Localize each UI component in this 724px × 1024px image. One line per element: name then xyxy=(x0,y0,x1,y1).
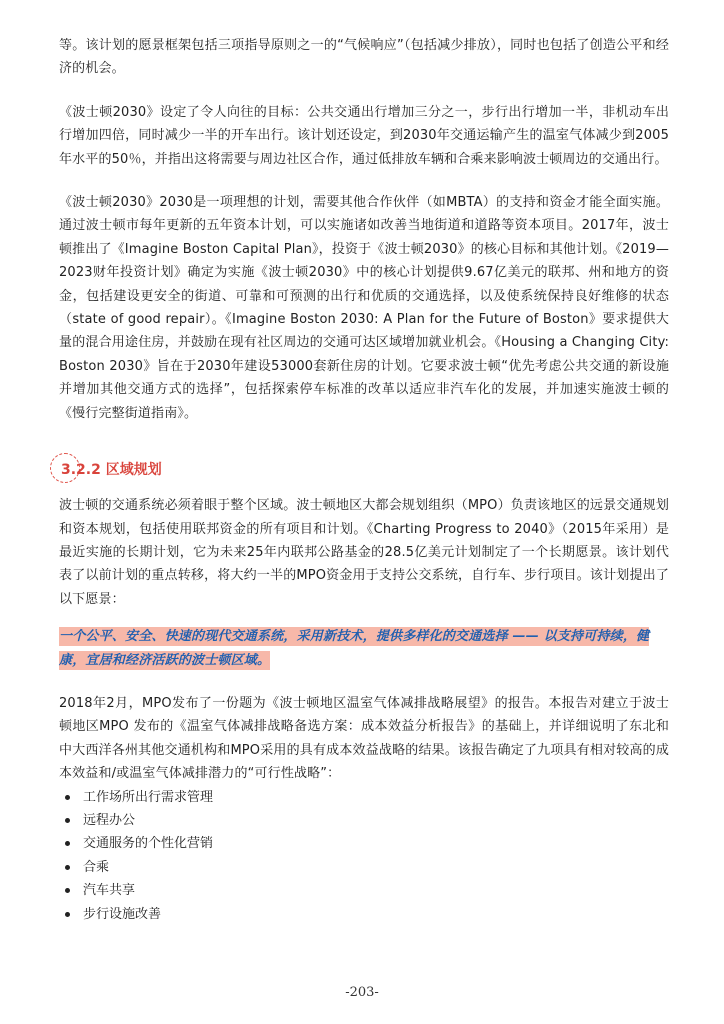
paragraph-5: 2018年2月，MPO发布了一份题为《波士顿地区温室气体减排战略展望》的报告。本报告对建立于波士顿地区MPO 发布的《温室气体减排战略备选方案：成本效益分析报告》的基础上，并详细说明了东北和中大西洋各州其他交通机构和MPO采用的具有成本效益战略的结果。该报告确定了九项具有相对较高的成本效益和/或温室气体减排潜力的“可行性战略”： xyxy=(59,695,669,782)
page-body xyxy=(59,34,669,926)
strategy-list xyxy=(59,786,669,926)
section-heading xyxy=(59,454,669,484)
paragraph-3: 《波士顿2030》2030是一项理想的计划，需要其他合作伙伴（如MBTA）的支持和资金才能全面实施。通过波士顿市每年更新的五年资本计划，可以实施诸如改善当地街道和道路等资本项目。2017年，波士顿推出了《Imagine Boston Capital Plan》，投资于《波士顿2030》的核心目标和其他计划。《2019—2023财年投资计划》确定为实施《波士顿2030》中的核心计划提供9.67亿美元的联邦、州和地方的资金，包括建设更安全的街道、可靠和可预测的出行和优质的交通选择，以及使系统保持良好维修的状态（state of good repair）。《Imagine Boston 2030: A Plan for the Future of Boston》要求提供大量的混合用途住房，并鼓励在现有社区周边的交通可达区域增加就业机会。《Housing a Changing City: Boston 2030》旨在于2030年建设53000套新住房的计划。它要求波士顿“优先考虑公共交通的新设施并增加其他交通方式的选择”，包括探索停车标准的改革以适应非汽车化的发展，并加速实施波士顿的《慢行完整街道指南》。 xyxy=(59,195,669,421)
list-item: 交通服务的个性化营销 xyxy=(59,832,669,855)
paragraph-2: 《波士顿2030》设定了令人向往的目标：公共交通出行增加三分之一，步行出行增加一半，非机动车出行增加四倍，同时减少一半的开车出行。该计划还设定，到2030年交通运输产生的温室气体减少到2005年水平的50％，并指出这将需要与周边社区合作，通过低排放车辆和合乘来影响波士顿周边的交通出行。 xyxy=(59,104,669,167)
paragraph-1: 等。该计划的愿景框架包括三项指导原则之一的“气候响应”（包括减少排放），同时也包括了创造公平和经济的机会。 xyxy=(59,38,669,77)
list-item: 工作场所出行需求管理 xyxy=(59,786,669,809)
highlight-quote-text: 一个公平、安全、快速的现代交通系统，采用新技术，提供多样化的交通选择 —— 以支持可持续，健康，宜居和经济活跃的波士顿区域。 xyxy=(59,629,650,668)
paragraph-4: 波士顿的交通系统必须着眼于整个区域。波士顿地区大都会规划组织（MPO）负责该地区的远景交通规划和资本规划，包括使用联邦资金的所有项目和计划。《Charting Progress to 2040》（2015年采用）是最近实施的长期计划，它为未来25年内联邦公路基金的28.5亿美元计划制定了一个长期愿景。该计划代表了以前计划的重点转移，将大约一半的MPO资金用于支持公交系统，自行车、步行项目。该计划提出了以下愿景： xyxy=(59,498,669,607)
highlight-quote xyxy=(59,625,669,672)
list-item: 汽车共享 xyxy=(59,879,669,902)
list-item: 远程办公 xyxy=(59,809,669,832)
list-item: 步行设施改善 xyxy=(59,903,669,926)
section-heading-text: 3.2.2 区域规划 xyxy=(61,462,162,479)
page-number: -203- xyxy=(345,985,379,1000)
list-item: 合乘 xyxy=(59,856,669,879)
